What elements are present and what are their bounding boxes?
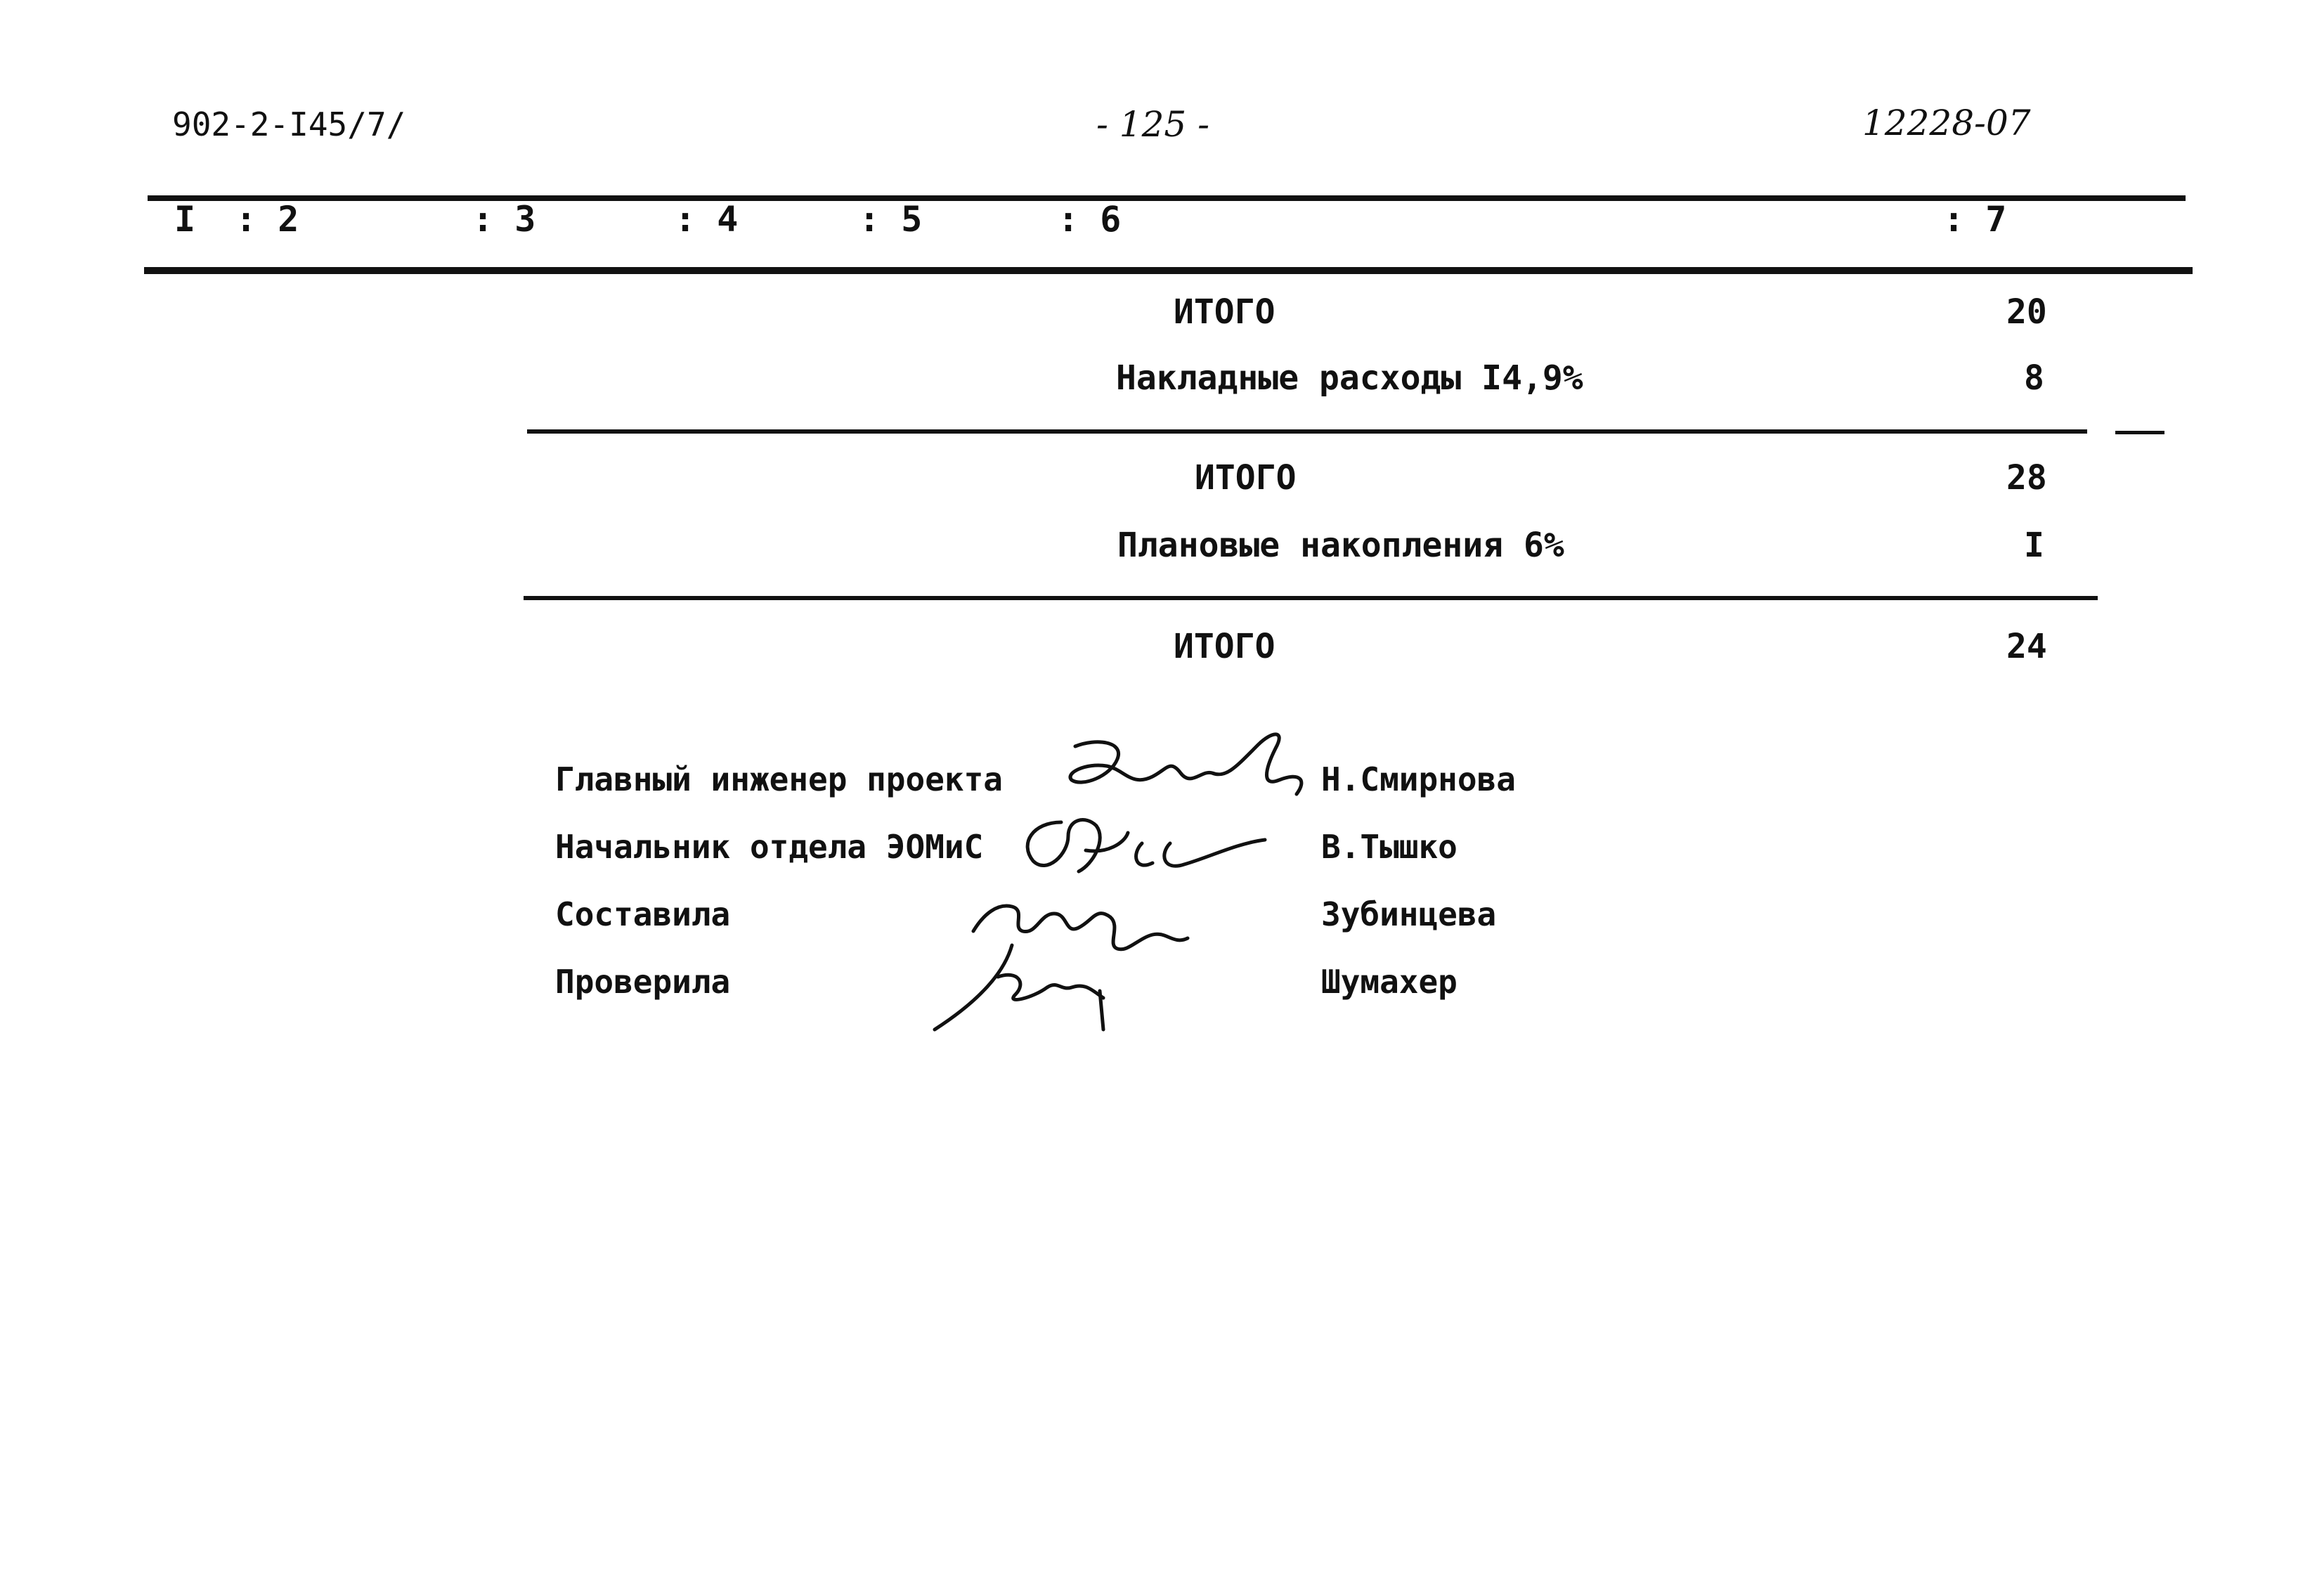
column-number-1: I [174,199,196,240]
signature-name-department-head: В.Тышко [1321,828,1458,866]
archive-number: 12228-07 [1862,103,2031,143]
column-number-6: : 6 [1058,199,1122,240]
signature-scribble-department-head [1027,820,1265,871]
column-number-3: : 3 [472,199,536,240]
page-number: - 125 - [1096,104,1210,145]
signature-name-chief-engineer: Н.Смирнова [1321,760,1516,798]
row-value-total: 24 [2006,627,2047,666]
row-label-subtotal-1: ИТОГО [1174,292,1275,332]
column-number-4: : 4 [675,199,739,240]
signature-role-chief-engineer: Главный инженер проекта [555,760,1003,798]
row-value-planned-savings: I [2024,526,2044,565]
signature-role-department-head: Начальник отдела ЭОМиС [555,828,984,866]
column-number-2: : 2 [235,199,299,240]
column-number-5: : 5 [859,199,923,240]
signature-scribble-checked-by [935,945,1103,1030]
row-value-overhead: 8 [2024,358,2044,398]
row-label-total: ИТОГО [1174,627,1275,666]
signature-name-compiled-by: Зубинцева [1321,895,1497,933]
signature-scribble-chief-engineer [1070,734,1301,794]
row-value-subtotal-1: 20 [2006,292,2047,332]
signature-role-checked-by: Проверила [555,963,731,1001]
row-label-overhead: Накладные расходы I4,9% [1116,358,1583,398]
signature-scribble-compiled-by [973,906,1188,949]
column-number-7: : 7 [1943,199,2007,240]
document-code: 902-2-I45/7/ [172,105,406,143]
row-value-subtotal-2: 28 [2006,458,2047,498]
signature-name-checked-by: Шумахер [1321,963,1458,1001]
signature-role-compiled-by: Составила [555,895,731,933]
row-label-subtotal-2: ИТОГО [1195,458,1297,498]
row-label-planned-savings: Плановые накопления 6% [1117,526,1564,565]
